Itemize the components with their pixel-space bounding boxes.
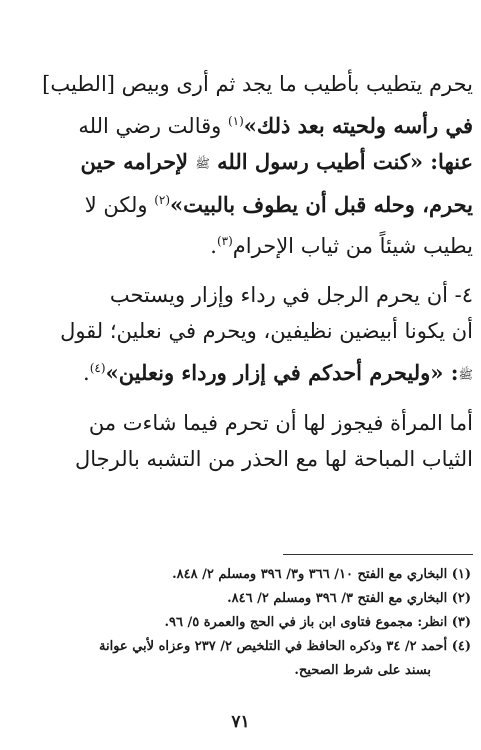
footnote: (١) البخاري مع الفتح ١٠/ ٣٦٦ و٣/ ٣٩٦ ومسلم ٢/ ٨٤٨. [172, 567, 471, 582]
text-line: أن يكونا أبيضين نظيفين، ويحرم في نعلين؛ لقول [60, 319, 473, 344]
footnote-divider [283, 554, 473, 555]
footnote: (٤) أحمد ٢/ ٣٤ وذكره الحافظ في التلخيص ٢/ ٢٣٧ وعزاه لأبي عوانة [99, 639, 471, 654]
text-line [0, 350, 473, 393]
footnote-ref: (٤) [89, 360, 106, 375]
hadith-text: : «وليحرم أحدكم في إزار ورداء ونعلين» [105, 359, 459, 385]
footnote-ref: (١) [227, 113, 244, 128]
text-segment: . [83, 360, 90, 385]
footnote: (٣) انظر: مجموع فتاوى ابن باز في الحج والعمرة ٥/ ٩٦. [164, 615, 471, 630]
text-line: ٤- أن يحرم الرجل في رداء وإزار ويستحب [109, 282, 473, 307]
hadith-text: لإحرامه حين [80, 149, 196, 174]
text-line: الثياب المباحة لها مع الحذر من التشبه بالرجال [74, 447, 473, 471]
page-number: ٧١ [231, 712, 250, 732]
text-line [0, 103, 473, 145]
text-line [0, 223, 473, 265]
text-line [0, 144, 473, 182]
footnote: (٢) البخاري مع الفتح ٣/ ٣٩٦ ومسلم ٢/ ٨٤٦. [227, 591, 471, 606]
footnote-continuation: بسند على شرط الصحيح. [294, 663, 431, 678]
hadith-text: عنها: «كنت أطيب رسول الله [209, 149, 473, 174]
hadith-text: في رأسه ولحيته بعد ذلك» [243, 112, 473, 138]
text-line: يحرم يتطيب بأطيب ما يجد ثم أرى وبيص [الطيب] [42, 72, 473, 96]
text-line [0, 182, 473, 224]
hadith-text: يحرم، وحله قبل أن يطوف بالبيت» [170, 191, 473, 217]
text-segment: . [210, 234, 217, 259]
text-segment: ولكن لا [84, 192, 155, 217]
footnotes [0, 563, 471, 683]
footnote-ref: (٣) [216, 234, 233, 249]
footnote-ref: (٢) [154, 192, 171, 207]
main-text [0, 66, 473, 478]
text-line: أما المرأة فيجوز لها أن تحرم فيما شاءت من [88, 410, 473, 435]
salawat-symbol: ﷺ [458, 367, 473, 381]
salawat-symbol: ﷺ [195, 156, 210, 171]
text-segment: يطيب شيئاً من ثياب الإحرام [232, 234, 473, 259]
text-segment: وقالت رضي الله [78, 113, 228, 138]
